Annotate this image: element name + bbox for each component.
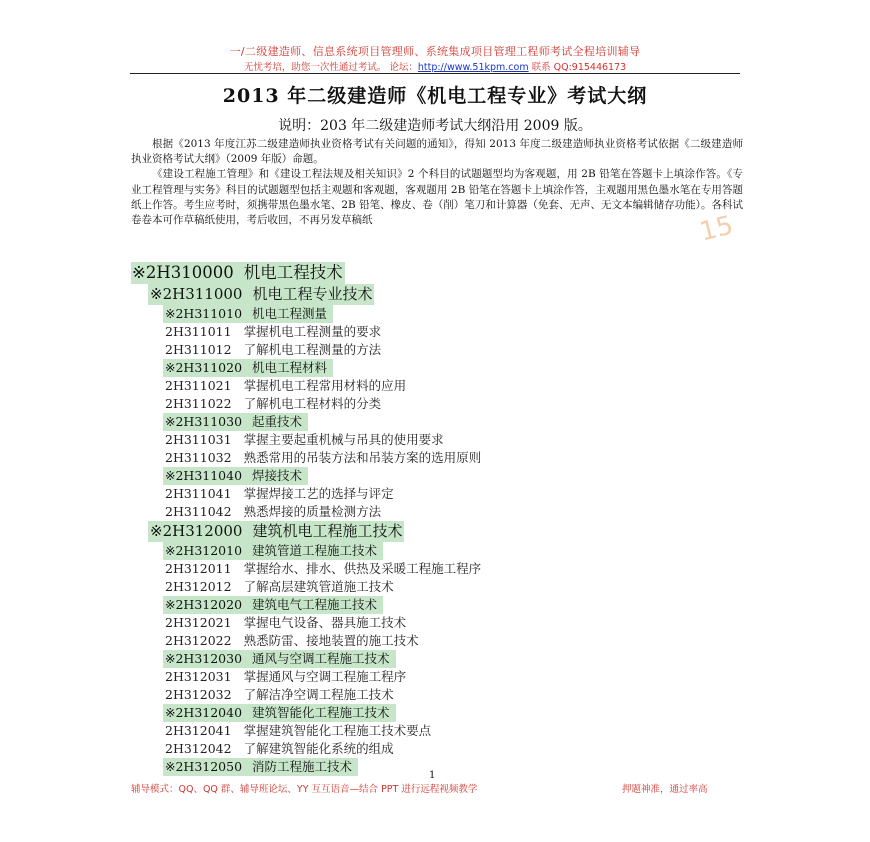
footer-tutoring-modes: 辅导模式：QQ、QQ 群、辅导班论坛、YY 互互语音—结合 PPT 进行远程视频教学 (131, 784, 478, 795)
syllabus-topic-row (131, 614, 743, 632)
heading-highlight (163, 413, 308, 431)
topic-line (165, 741, 394, 756)
outline-code: 2H311011 (165, 324, 232, 339)
syllabus-topic-row (131, 503, 743, 521)
syllabus-heading-row-level-3 (131, 542, 743, 560)
topic-line (165, 579, 394, 594)
intro-text (131, 137, 743, 228)
outline-text: 掌握机电工程测量的要求 (243, 324, 382, 339)
syllabus-topic-row (131, 740, 743, 758)
outline-text: 消防工程施工技术 (252, 759, 353, 774)
topic-line (165, 378, 406, 393)
outline-text: 熟悉防雷、接地装置的施工技术 (243, 633, 419, 648)
outline-text: 熟悉常用的吊装方法和吊装方案的选用原则 (243, 450, 482, 465)
topic-line (165, 561, 481, 576)
outline-text: 起重技术 (252, 414, 303, 429)
syllabus-topic-row (131, 722, 743, 740)
syllabus-topic-row (131, 395, 743, 413)
intro-paragraph-1: 根据《2013 年度江苏二级建造师执业资格考试有关问题的通知》，得知 2013 年度二级建造师执业资格考试依据《二级建造师执业资格考试大纲》（2009 年版）命题。 (131, 138, 743, 166)
outline-code: 2H312041 (165, 723, 232, 738)
heading-highlight (163, 542, 383, 560)
header-divider (130, 73, 740, 74)
topic-line (165, 615, 406, 630)
outline-code: 2H312031 (165, 669, 232, 684)
outline-code: ※2H312000 (150, 522, 243, 540)
syllabus-topic-row (131, 449, 743, 467)
outline-code: 2H312032 (165, 687, 232, 702)
outline-code: ※2H311030 (165, 414, 243, 429)
outline-code: ※2H312050 (165, 759, 243, 774)
topic-line (165, 396, 381, 411)
heading-highlight (163, 467, 308, 485)
outline-code: ※2H311040 (165, 468, 243, 483)
heading-highlight (163, 305, 333, 323)
syllabus-heading-row-level-3 (131, 413, 743, 431)
page-number: 1 (429, 770, 436, 781)
topic-line (165, 687, 394, 702)
outline-text: 掌握机电工程常用材料的应用 (243, 378, 407, 393)
topic-line (165, 633, 419, 648)
syllabus-topic-row (131, 668, 743, 686)
topic-line (165, 342, 381, 357)
syllabus-heading-row-level-3 (131, 359, 743, 377)
outline-text: 掌握通风与空调工程施工程序 (243, 669, 407, 684)
syllabus-heading-row-level-3 (131, 305, 743, 323)
outline-code: ※2H310000 (132, 263, 234, 282)
outline-text: 了解高层建筑管道施工技术 (243, 579, 394, 594)
outline-text: 掌握建筑智能化工程施工技术要点 (243, 723, 432, 738)
outline-text: 掌握电气设备、器具施工技术 (243, 615, 407, 630)
outline-code: ※2H312020 (165, 597, 243, 612)
heading-highlight (131, 262, 345, 284)
syllabus-heading-row-level-3 (131, 467, 743, 485)
heading-highlight (163, 704, 396, 722)
outline-text: 建筑管道工程施工技术 (252, 543, 378, 558)
outline-code: 2H311032 (165, 450, 232, 465)
syllabus-heading-row-level-1 (131, 262, 743, 284)
syllabus-topic-row (131, 485, 743, 503)
outline-code: ※2H311020 (165, 360, 243, 375)
syllabus-heading-row-level-2 (131, 521, 743, 542)
heading-highlight (163, 596, 383, 614)
outline-text: 了解机电工程测量的方法 (243, 342, 382, 357)
syllabus-heading-row-level-3 (131, 704, 743, 722)
heading-highlight (163, 758, 358, 776)
syllabus-outline (131, 262, 743, 776)
outline-code: 2H311031 (165, 432, 232, 447)
outline-code: 2H312012 (165, 579, 232, 594)
outline-text: 了解洁净空调工程施工技术 (243, 687, 394, 702)
outline-text: 机电工程测量 (252, 306, 328, 321)
outline-text: 掌握焊接工艺的选择与评定 (243, 486, 394, 501)
syllabus-heading-row-level-3 (131, 758, 743, 776)
outline-text: 建筑机电工程施工技术 (252, 522, 403, 540)
document-title: 2013 年二级建造师《机电工程专业》考试大纲 (222, 85, 648, 107)
outline-text: 机电工程技术 (243, 263, 343, 282)
outline-text: 了解建筑智能化系统的组成 (243, 741, 394, 756)
syllabus-topic-row (131, 323, 743, 341)
heading-highlight (163, 359, 333, 377)
outline-text: 通风与空调工程施工技术 (252, 651, 390, 666)
topic-line (165, 669, 406, 684)
outline-text: 机电工程材料 (252, 360, 328, 375)
topic-line (165, 450, 481, 465)
outline-text: 焊接技术 (252, 468, 303, 483)
syllabus-topic-row (131, 431, 743, 449)
outline-text: 机电工程专业技术 (252, 285, 373, 303)
outline-code: 2H311041 (165, 486, 232, 501)
outline-text: 建筑智能化工程施工技术 (252, 705, 390, 720)
outline-code: 2H312011 (165, 561, 232, 576)
heading-highlight (163, 650, 396, 668)
outline-text: 熟悉焊接的质量检测方法 (243, 504, 382, 519)
syllabus-topic-row (131, 560, 743, 578)
topic-line (165, 723, 431, 738)
outline-text: 建筑电气工程施工技术 (252, 597, 378, 612)
header-contact: 联系 QQ:915446173 (528, 62, 627, 73)
outline-code: ※2H312010 (165, 543, 243, 558)
outline-code: ※2H311000 (150, 285, 243, 303)
heading-highlight (148, 284, 374, 305)
syllabus-heading-row-level-3 (131, 650, 743, 668)
topic-line (165, 486, 394, 501)
header-slogan: 无忧考培，助您一次性通过考试。 论坛： (243, 62, 418, 73)
outline-text: 了解机电工程材料的分类 (243, 396, 382, 411)
topic-line (165, 324, 381, 339)
header-banner-line2 (0, 59, 870, 73)
syllabus-topic-row (131, 686, 743, 704)
outline-code: 2H311022 (165, 396, 232, 411)
syllabus-topic-row (131, 341, 743, 359)
syllabus-heading-row-level-3 (131, 596, 743, 614)
footer-slogan: 押题神准，通过率高 (622, 784, 708, 795)
syllabus-topic-row (131, 578, 743, 596)
syllabus-heading-row-level-2 (131, 284, 743, 305)
syllabus-topic-row (131, 632, 743, 650)
outline-code: 2H311021 (165, 378, 232, 393)
outline-code: 2H311012 (165, 342, 232, 357)
outline-code: ※2H311010 (165, 306, 243, 321)
syllabus-topic-row (131, 377, 743, 395)
topic-line (165, 504, 381, 519)
outline-code: 2H312042 (165, 741, 232, 756)
heading-highlight (148, 521, 404, 542)
outline-code: ※2H312040 (165, 705, 243, 720)
outline-text: 掌握主要起重机械与吊具的使用要求 (243, 432, 444, 447)
intro-paragraph-2: 《建设工程施工管理》和《建设工程法规及相关知识》2 个科目的试题题型均为客观题，用 2B 铅笔在答题卡上填涂作答。《专业工程管理与实务》科目的试题题型包括主观题和客观题，客观题用 2B 铅笔在答题卡上填涂作答，主观题用黑色墨水笔在专用答题纸上作答。考生应考时，须携带黑色墨水笔、2B 铅笔、橡皮、卷（削）笔刀和计算器（免套、无声、无文本编辑储存功能）。各科试卷卷本可作草稿纸使用，考后收回，不再另发草稿纸 (131, 168, 743, 227)
outline-code: 2H312021 (165, 615, 232, 630)
document-note: 说明：203 年二级建造师考试大纲沿用 2009 版。 (278, 118, 592, 134)
outline-text: 掌握给水、排水、供热及采暖工程施工程序 (243, 561, 482, 576)
header-banner-line1: 一/二级建造师、信息系统项目管理师、系统集成项目管理工程师考试全程培训辅导 (229, 45, 641, 58)
topic-line (165, 432, 444, 447)
watermark-stamp: 15 (696, 210, 737, 248)
outline-code: 2H312022 (165, 633, 232, 648)
forum-link[interactable]: http://www.51kpm.com (417, 62, 529, 73)
outline-code: 2H311042 (165, 504, 232, 519)
outline-code: ※2H312030 (165, 651, 243, 666)
